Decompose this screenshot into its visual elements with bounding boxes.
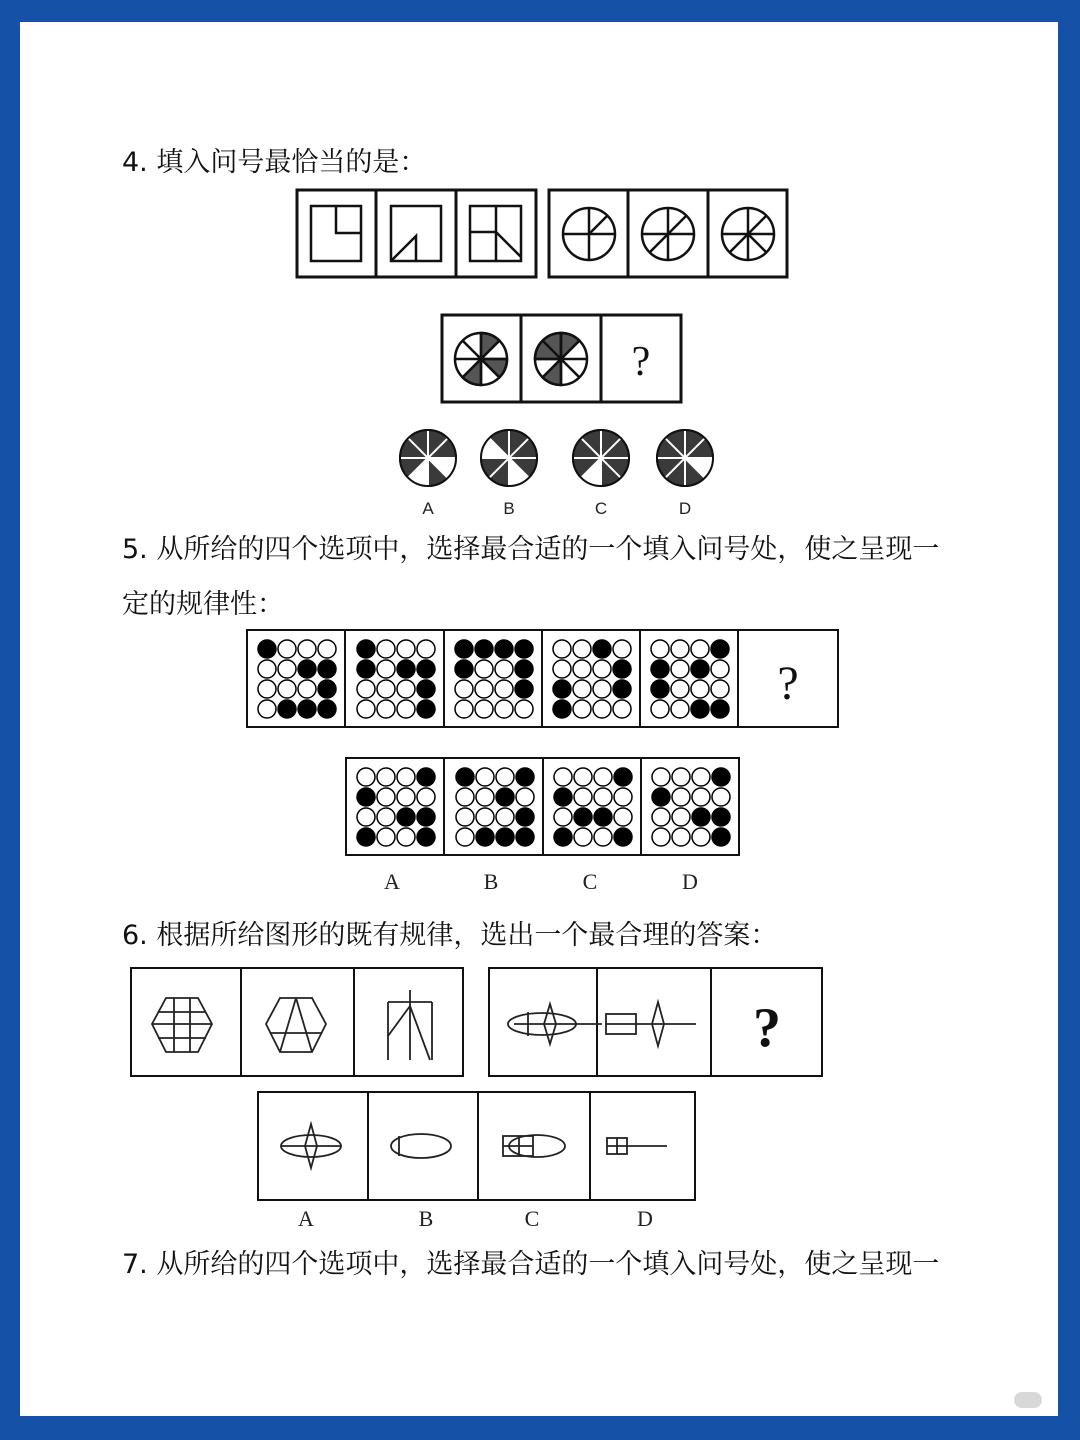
q5-option-d-dot (672, 808, 690, 826)
q5-grid-3-dot (455, 660, 473, 678)
q5-grid-2-dot (377, 680, 395, 698)
q5-option-b-dot (456, 788, 474, 806)
q5-option-c-dot (614, 788, 632, 806)
q5-option-d-dot (712, 828, 730, 846)
q5-option-c-dot (594, 788, 612, 806)
q5-grid-4-dot (573, 700, 591, 718)
q5-option-c-dot (554, 808, 572, 826)
q5-option-a-dot (377, 768, 395, 786)
q4-circle-1 (563, 208, 615, 260)
q5-grid-5-dot (651, 680, 669, 698)
q5-option-b-dot (456, 828, 474, 846)
q5-option-d-dot (652, 768, 670, 786)
q5-option-d-dot (672, 788, 690, 806)
q5-option-c-dot (594, 808, 612, 826)
q4-label-d: D (678, 499, 692, 518)
q6-label-a: A (298, 1206, 314, 1231)
q5-grid-1-dot (298, 700, 316, 718)
q4-label-b: B (503, 499, 515, 518)
q5-option-a-dot (417, 788, 435, 806)
q5-grid-1-dot (318, 680, 336, 698)
q5-grid-5-dot (711, 640, 729, 658)
q5-grid-3-dot (515, 680, 533, 698)
q5-option-d-dot (692, 828, 710, 846)
q5-option-b-dot (476, 808, 494, 826)
q5-option-b-dot (516, 808, 534, 826)
q5-grid-4 (553, 640, 631, 718)
q5-grid-5-dot (671, 680, 689, 698)
q6-top-row (130, 966, 825, 1078)
q6-shape-3 (388, 990, 432, 1060)
q5-option-b-dot (496, 788, 514, 806)
q6-shape-4 (508, 1004, 602, 1044)
q5-grid-4-dot (593, 680, 611, 698)
q6-option-d (607, 1138, 667, 1154)
question-4-text: 4. 填入问号最恰当的是： (122, 147, 427, 178)
q5-option-c-dot (554, 828, 572, 846)
q5-grid-3 (455, 640, 533, 718)
q5-grid-1-dot (278, 660, 296, 678)
q5-grid-4-dot (553, 680, 571, 698)
q5-option-b-dot (516, 768, 534, 786)
q5-option-c-dot (574, 828, 592, 846)
q4-shape-1 (311, 206, 361, 261)
q5-label-d: D (682, 869, 698, 894)
q6-label-c: C (524, 1206, 540, 1231)
q5-grid-2 (357, 640, 435, 718)
q5-grid-1-dot (318, 640, 336, 658)
question-5-text-line2: 定的规律性： (122, 589, 284, 620)
q4-options (398, 428, 718, 488)
q5-option-a-dot (357, 788, 375, 806)
q4-option-b (481, 430, 537, 486)
q5-option-b-dot (496, 768, 514, 786)
q5-grid-3-dot (475, 680, 493, 698)
q5-grid-1-dot (318, 660, 336, 678)
q5-option-d-dot (712, 788, 730, 806)
q5-option-d (652, 768, 730, 846)
q5-option-a-dot (377, 828, 395, 846)
q4-option-a (400, 430, 456, 486)
q6-shape-5 (606, 1002, 696, 1046)
q5-option-d-dot (692, 768, 710, 786)
q4-wheel-a (455, 333, 507, 385)
q4-label-a: A (422, 499, 434, 518)
q5-grid-3-dot (515, 640, 533, 658)
page (20, 22, 1058, 1416)
q5-grid-3-dot (475, 700, 493, 718)
q5-grid-1-dot (258, 640, 276, 658)
q5-grid-3-dot (515, 660, 533, 678)
q5-grid-2-dot (357, 680, 375, 698)
q5-grid-1-dot (318, 700, 336, 718)
q5-grid-3-dot (495, 700, 513, 718)
q5-option-b (456, 768, 534, 846)
q5-label-b: B (483, 869, 499, 894)
q6-option-c (503, 1135, 565, 1157)
q5-grid-5-dot (691, 680, 709, 698)
q5-option-b-dot (456, 768, 474, 786)
q5-grid-2-dot (357, 660, 375, 678)
q5-grid-4-dot (593, 700, 611, 718)
q5-grid-1-dot (298, 640, 316, 658)
q5-grid-2-dot (417, 660, 435, 678)
q5-option-c-dot (574, 768, 592, 786)
q5-grid-4-dot (573, 640, 591, 658)
q5-option-a-dot (377, 788, 395, 806)
q5-grid-4-dot (613, 680, 631, 698)
q5-option-a-dot (397, 768, 415, 786)
q5-grid-5-dot (671, 700, 689, 718)
q5-grid-2-dot (397, 700, 415, 718)
q5-option-c-dot (574, 808, 592, 826)
q5-option-c-dot (614, 808, 632, 826)
q5-option-b-dot (516, 788, 534, 806)
q5-option-b-dot (476, 788, 494, 806)
q6-option-a (281, 1124, 341, 1168)
q5-grid-1-dot (258, 660, 276, 678)
q5-grid-2-dot (417, 680, 435, 698)
q5-grid-3-dot (455, 680, 473, 698)
q5-option-b-dot (496, 808, 514, 826)
q5-option-a-dot (357, 808, 375, 826)
q4-circle-3 (722, 208, 774, 260)
q5-grid-3-dot (495, 640, 513, 658)
q5-grid-5-dot (651, 660, 669, 678)
q5-grid-5-dot (711, 680, 729, 698)
q5-grid-1-dot (278, 680, 296, 698)
q5-options-row (345, 757, 741, 857)
q6-option-b (391, 1134, 451, 1158)
q5-option-b-dot (476, 768, 494, 786)
q5-option-a-dot (417, 828, 435, 846)
q5-grid-3-dot (455, 700, 473, 718)
q5-grid-2-dot (397, 640, 415, 658)
question-7-text: 7. 从所给的四个选项中，选择最合适的一个填入问号处，使之呈现一 (122, 1249, 940, 1280)
watermark-logo (1014, 1392, 1042, 1408)
q5-option-a-dot (397, 788, 415, 806)
q4-bottom-row (440, 313, 684, 405)
q5-grid-4-dot (553, 700, 571, 718)
q4-wheel-b (535, 333, 587, 385)
q5-grid-4-dot (553, 640, 571, 658)
q5-option-a-dot (357, 768, 375, 786)
q4-circle-2 (642, 208, 694, 260)
q5-grid-4-dot (573, 660, 591, 678)
question-6-text: 6. 根据所给图形的既有规律，选出一个最合理的答案： (122, 920, 778, 951)
q5-grid-5-dot (671, 660, 689, 678)
q5-option-a (357, 768, 435, 846)
q5-grid-5 (651, 640, 729, 718)
q5-label-c: C (582, 869, 598, 894)
q5-grid-1-dot (258, 700, 276, 718)
q5-grid-2-dot (377, 640, 395, 658)
q5-option-d-dot (692, 808, 710, 826)
q5-option-d-dot (652, 788, 670, 806)
q5-grid-2-dot (357, 700, 375, 718)
q5-grid-5-dot (671, 640, 689, 658)
q5-grid-4-dot (593, 640, 611, 658)
q5-grid-2-dot (417, 640, 435, 658)
q5-option-d-dot (652, 828, 670, 846)
q5-grid-2-dot (397, 680, 415, 698)
q5-option-b-dot (516, 828, 534, 846)
q5-grid-4-dot (613, 660, 631, 678)
q5-option-b-dot (476, 828, 494, 846)
q5-grid-3-dot (475, 660, 493, 678)
q6-shape-2 (266, 998, 326, 1052)
q5-grid-2-dot (377, 700, 395, 718)
q5-grid-2-dot (417, 700, 435, 718)
q5-top-row (246, 629, 840, 729)
q5-grid-5-dot (711, 660, 729, 678)
q4-option-d (657, 430, 713, 486)
q5-option-c-dot (614, 768, 632, 786)
q5-option-a-dot (377, 808, 395, 826)
q5-grid-3-dot (455, 640, 473, 658)
q5-option-d-dot (672, 828, 690, 846)
q5-grid-4-dot (573, 680, 591, 698)
q5-grid-4-dot (553, 660, 571, 678)
q5-grid-1-dot (278, 640, 296, 658)
q5-grid-5-dot (691, 660, 709, 678)
q5-grid-1-dot (258, 680, 276, 698)
q5-grid-5-dot (651, 700, 669, 718)
q5-grid-2-dot (377, 660, 395, 678)
q5-option-d-dot (652, 808, 670, 826)
q5-option-a-dot (357, 828, 375, 846)
q6-question-mark: ? (753, 997, 781, 1059)
q5-option-d-dot (712, 768, 730, 786)
q6-options-row (257, 1090, 697, 1202)
q5-option-c-dot (594, 828, 612, 846)
q4-option-c (573, 430, 629, 486)
q5-grid-4-dot (613, 640, 631, 658)
q6-label-d: D (637, 1206, 653, 1231)
q5-option-b-dot (496, 828, 514, 846)
q4-label-c: C (594, 499, 608, 518)
q5-option-a-dot (417, 808, 435, 826)
q5-label-a: A (384, 869, 400, 894)
q5-option-c-dot (574, 788, 592, 806)
q5-grid-4-dot (613, 700, 631, 718)
q5-option-c-dot (554, 788, 572, 806)
q5-option-d-dot (712, 808, 730, 826)
q5-option-c-dot (594, 768, 612, 786)
q5-grid-5-dot (711, 700, 729, 718)
q5-option-a-dot (397, 808, 415, 826)
q5-option-c (554, 768, 632, 846)
q5-grid-3-dot (475, 640, 493, 658)
q4-top-row (295, 188, 790, 280)
q5-option-c-dot (554, 768, 572, 786)
q5-grid-3-dot (495, 660, 513, 678)
q5-grid-2-dot (397, 660, 415, 678)
q5-grid-1-dot (298, 660, 316, 678)
question-5-text-line1: 5. 从所给的四个选项中，选择最合适的一个填入问号处，使之呈现一 (122, 534, 940, 565)
q5-grid-1-dot (278, 700, 296, 718)
q5-option-a-dot (417, 768, 435, 786)
q4-question-mark: ? (631, 339, 651, 385)
q5-grid-3-dot (495, 680, 513, 698)
q5-grid-1 (258, 640, 336, 718)
q5-option-c-dot (614, 828, 632, 846)
q5-grid-2-dot (357, 640, 375, 658)
q5-option-d-dot (672, 768, 690, 786)
q5-grid-4-dot (593, 660, 611, 678)
q5-option-a-dot (397, 828, 415, 846)
q6-label-b: B (418, 1206, 434, 1231)
q5-grid-5-dot (691, 640, 709, 658)
q5-option-d-dot (692, 788, 710, 806)
q4-shape-3 (470, 206, 521, 261)
q5-grid-3-dot (515, 700, 533, 718)
q5-question-mark: ? (777, 657, 799, 710)
q5-grid-1-dot (298, 680, 316, 698)
q5-option-b-dot (456, 808, 474, 826)
q5-grid-5-dot (691, 700, 709, 718)
q5-grid-5-dot (651, 640, 669, 658)
q6-shape-1 (152, 998, 212, 1052)
q4-shape-2 (391, 206, 441, 261)
